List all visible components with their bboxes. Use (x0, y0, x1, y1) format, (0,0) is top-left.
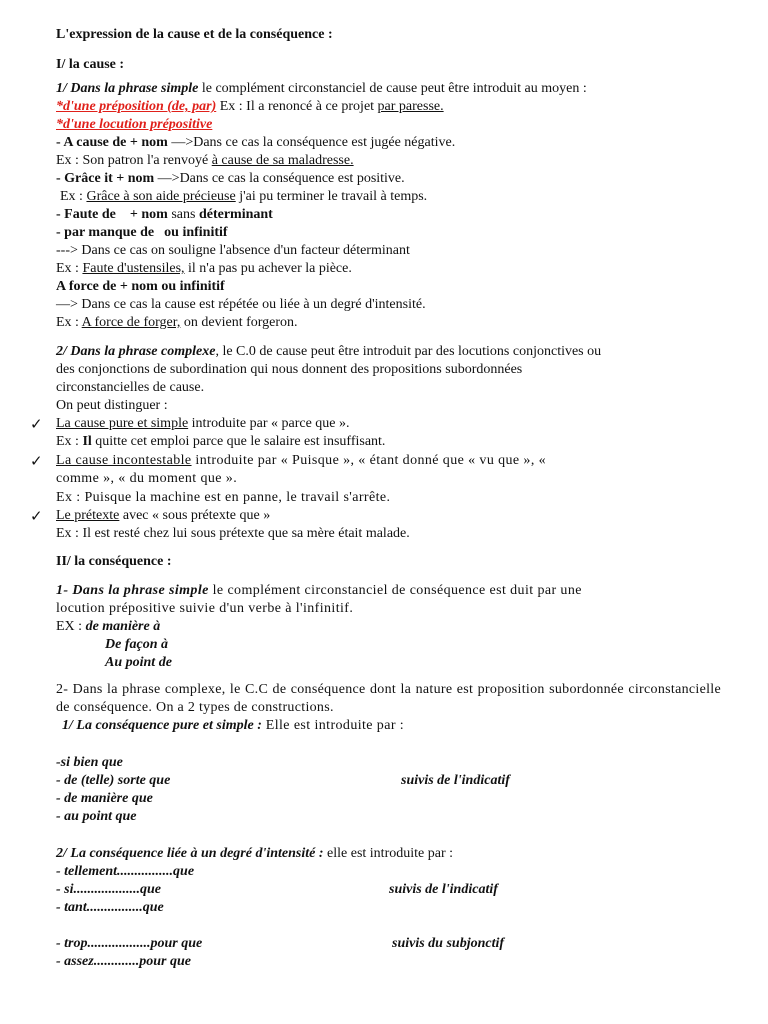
cause-incontestable-example: Ex : Puisque la machine est en panne, le travail s'arrête. (56, 490, 391, 505)
manque-de-infinitif: ou infinitif (164, 225, 228, 240)
faute-de-line (56, 206, 273, 224)
grace-example-underlined: Grâce à son aide précieuse (86, 189, 236, 204)
cause-pure-item (56, 415, 350, 433)
grace-text: —>Dans ce cas la conséquence est positive. (154, 171, 405, 186)
page-title: L'expression de la cause et de la conséquence : (56, 27, 333, 42)
locution-heading: *d'une locution prépositive (56, 117, 213, 132)
cause-simple-lead: 1/ Dans la phrase simple (56, 81, 199, 96)
consequence-complex-text: 2- Dans la phrase complexe, le C.C de conséquence dont la nature est proposition subordonnée circonstancielle de conséquence. On a 2 types de constructions. (56, 682, 721, 715)
pretexte-label: Le prétexte (56, 508, 120, 523)
consequence-pure-lead: 1/ La conséquence pure et simple : (62, 718, 262, 733)
consequence-simple-lead: 1- Dans la phrase simple (56, 583, 209, 598)
faute-example-prefix: Ex : (56, 261, 83, 276)
subj-item: - trop..................pour que (56, 936, 203, 951)
absence-line: ---> Dans ce cas on souligne l'absence d'un facteur déterminant (56, 243, 410, 258)
degree-item: - tant................que (56, 900, 164, 915)
pure-item: -si bien que (56, 755, 123, 770)
cause-pure-example-il: Il (82, 434, 92, 449)
consequence-ex2: De façon à (105, 637, 168, 652)
consequence-degree-text: elle est introduite par : (323, 846, 453, 861)
manque-de-line (56, 224, 228, 242)
pretexte-text: avec « sous prétexte que » (119, 508, 271, 523)
grace-line (56, 170, 405, 188)
cause-complex-line4: On peut distinguer : (56, 398, 168, 413)
grace-label: - Grâce it + nom (56, 171, 155, 186)
consequence-degree-lead: 2/ La conséquence liée à un degré d'intensité : (56, 846, 324, 861)
pure-note: suivis de l'indicatif (401, 773, 510, 788)
faute-de-nom: + nom (129, 207, 168, 222)
a-cause-de-example-text: Ex : Son patron l'a renvoyé (56, 153, 212, 168)
degree-note: suivis de l'indicatif (389, 882, 498, 897)
consequence-ex-label: EX : (56, 619, 86, 634)
consequence-simple-text2: locution prépositive suivie d'un verbe à l'infinitif. (56, 601, 354, 616)
pretexte-item (56, 507, 270, 525)
pretexte-example: Ex : Il est resté chez lui sous prétexte que sa mère était malade. (56, 526, 410, 541)
consequence-ex-line (56, 618, 160, 636)
a-force-example (56, 314, 298, 332)
cause-simple-text: le complément circonstanciel de cause peut être introduit au moyen : (198, 81, 587, 96)
a-cause-de-example-underlined: à cause de sa maladresse. (211, 153, 354, 168)
grace-example (60, 188, 427, 206)
cause-simple-intro (56, 80, 587, 98)
cause-incontestable-item (56, 452, 546, 470)
a-force-example-prefix: Ex : (56, 315, 82, 330)
consequence-degree-intro (56, 845, 453, 863)
faute-de-determinant: déterminant (198, 207, 273, 222)
faute-example-underlined: Faute d'ustensiles, (82, 261, 185, 276)
cause-incontestable-label: La cause incontestable (56, 453, 192, 468)
degree-item: - si...................que (56, 882, 161, 897)
preposition-heading: *d'une préposition (de, par) (56, 99, 217, 114)
section-heading-cause: I/ la cause : (56, 57, 125, 72)
cause-complex-line2: des conjonctions de subordination qui nous donnent des propositions subordonnées (56, 362, 523, 377)
section-heading-consequence: II/ la conséquence : (56, 554, 172, 569)
cause-complex-text: , le C.0 de cause peut être introduit par des locutions conjonctives ou (215, 344, 602, 359)
subj-note: suivis du subjonctif (392, 936, 505, 951)
cause-pure-text: introduite par « parce que ». (188, 416, 350, 431)
consequence-pure-text: Elle est introduite par : (261, 718, 405, 733)
faute-example (56, 260, 352, 278)
pure-item: - de (telle) sorte que (56, 773, 171, 788)
preposition-line (56, 98, 444, 116)
consequence-pure-intro (62, 717, 404, 735)
faute-example-end: il n'a pas pu achever la pièce. (184, 261, 352, 276)
consequence-ex1: de manière à (85, 619, 161, 634)
preposition-example-underlined: par paresse. (377, 99, 444, 114)
pure-item: - de manière que (56, 791, 153, 806)
checkmark-icon: ✓ (30, 507, 43, 525)
cause-pure-example-end: quitte cet emploi parce que le salaire est insuffisant. (91, 434, 386, 449)
checkmark-icon: ✓ (30, 452, 43, 470)
a-force-example-underlined: A force de forger, (81, 315, 181, 330)
degree-item: - tellement................que (56, 864, 195, 879)
consequence-ex3: Au point de (105, 655, 172, 670)
a-cause-de-text: —>Dans ce cas la conséquence est jugée négative. (167, 135, 456, 150)
faute-de-text: sans (167, 207, 199, 222)
cause-complex-intro (56, 343, 601, 361)
cause-complex-lead: 2/ Dans la phrase complexe (56, 344, 216, 359)
manque-de-label: - par manque de (56, 225, 155, 240)
consequence-simple-text: le complément circonstanciel de conséquence est duit par une (208, 583, 582, 598)
a-cause-de-example (56, 152, 354, 170)
grace-example-prefix: Ex : (60, 189, 87, 204)
a-cause-de-line (56, 134, 455, 152)
cause-pure-label: La cause pure et simple (56, 416, 189, 431)
cause-incontestable-text: introduite par « Puisque », « étant donné que « vu que », « (191, 453, 547, 468)
pure-item: - au point que (56, 809, 137, 824)
cause-pure-example-prefix: Ex : (56, 434, 83, 449)
cause-incontestable-cont: comme », « du moment que ». (56, 471, 238, 486)
faute-de-label: - Faute de (56, 207, 116, 222)
cause-complex-line3: circonstancielles de cause. (56, 380, 205, 395)
a-cause-de-label: - A cause de + nom (56, 135, 168, 150)
a-force-de-label: A force de + nom ou infinitif (56, 279, 225, 294)
a-force-de-text: —> Dans ce cas la cause est répétée ou liée à un degré d'intensité. (56, 297, 426, 312)
subj-item: - assez.............pour que (56, 954, 191, 969)
cause-pure-example (56, 433, 385, 451)
preposition-example: Ex : Il a renoncé à ce projet (216, 99, 378, 114)
a-force-example-end: on devient forgeron. (180, 315, 298, 330)
grace-example-end: j'ai pu terminer le travail à temps. (235, 189, 428, 204)
checkmark-icon: ✓ (30, 415, 43, 433)
consequence-simple-intro (56, 582, 582, 600)
